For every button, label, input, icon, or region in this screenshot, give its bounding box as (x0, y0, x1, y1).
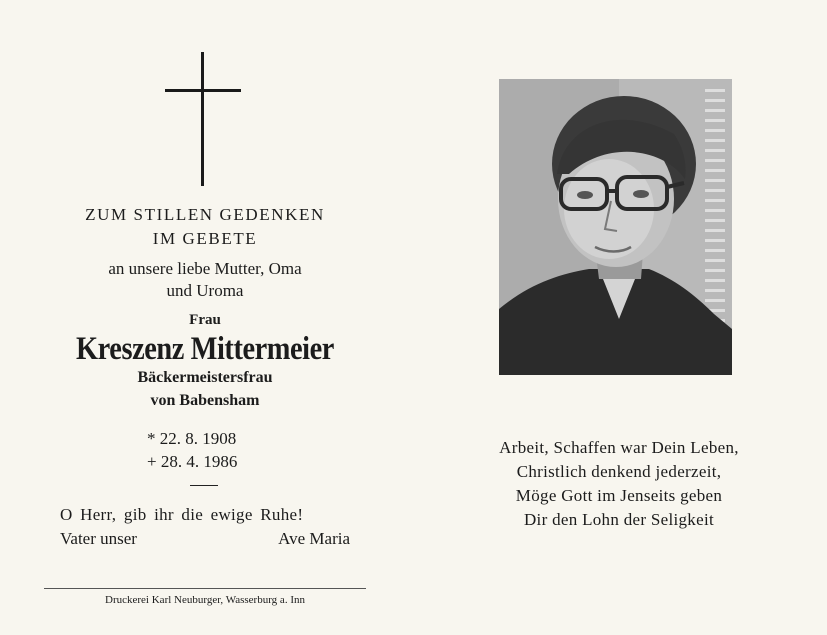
printer-credit: Druckerei Karl Neuburger, Wasserburg a. Inn (105, 594, 305, 606)
prayer-left: Vater unser (60, 529, 137, 548)
divider-dash (190, 485, 218, 486)
footer-rule (44, 588, 366, 589)
intro-line-2: und Uroma (166, 281, 244, 300)
cross-icon (165, 52, 241, 186)
heading-line-2: IM GEBETE (152, 229, 258, 248)
prayer-text: O Herr, gib ihr die ewige Ruhe! (60, 505, 304, 524)
portrait-photo (499, 79, 732, 375)
intro-line-1: an unsere liebe Mutter, Oma (108, 259, 302, 278)
occupation-text: Bäckermeistersfrau (137, 369, 273, 386)
heading-line-1: ZUM STILLEN GEDENKEN (85, 205, 325, 224)
birth-date: * 22. 8. 1908 (147, 429, 237, 448)
verse-line-3: Möge Gott im Jenseits geben (515, 486, 723, 505)
title-text: Frau (189, 312, 221, 328)
verse-line-2: Christlich denkend jederzeit, (516, 462, 722, 481)
left-panel (40, 0, 370, 635)
deceased-name: Kreszenz Mittermeier (76, 331, 334, 367)
prayer-right: Ave Maria (278, 529, 350, 548)
place-text: von Babensham (150, 392, 260, 409)
verse-line-1: Arbeit, Schaffen war Dein Leben, (499, 438, 739, 457)
portrait-figure (499, 79, 732, 375)
verse-line-4: Dir den Lohn der Seligkeit (523, 510, 715, 529)
death-date: + 28. 4. 1986 (147, 452, 238, 471)
